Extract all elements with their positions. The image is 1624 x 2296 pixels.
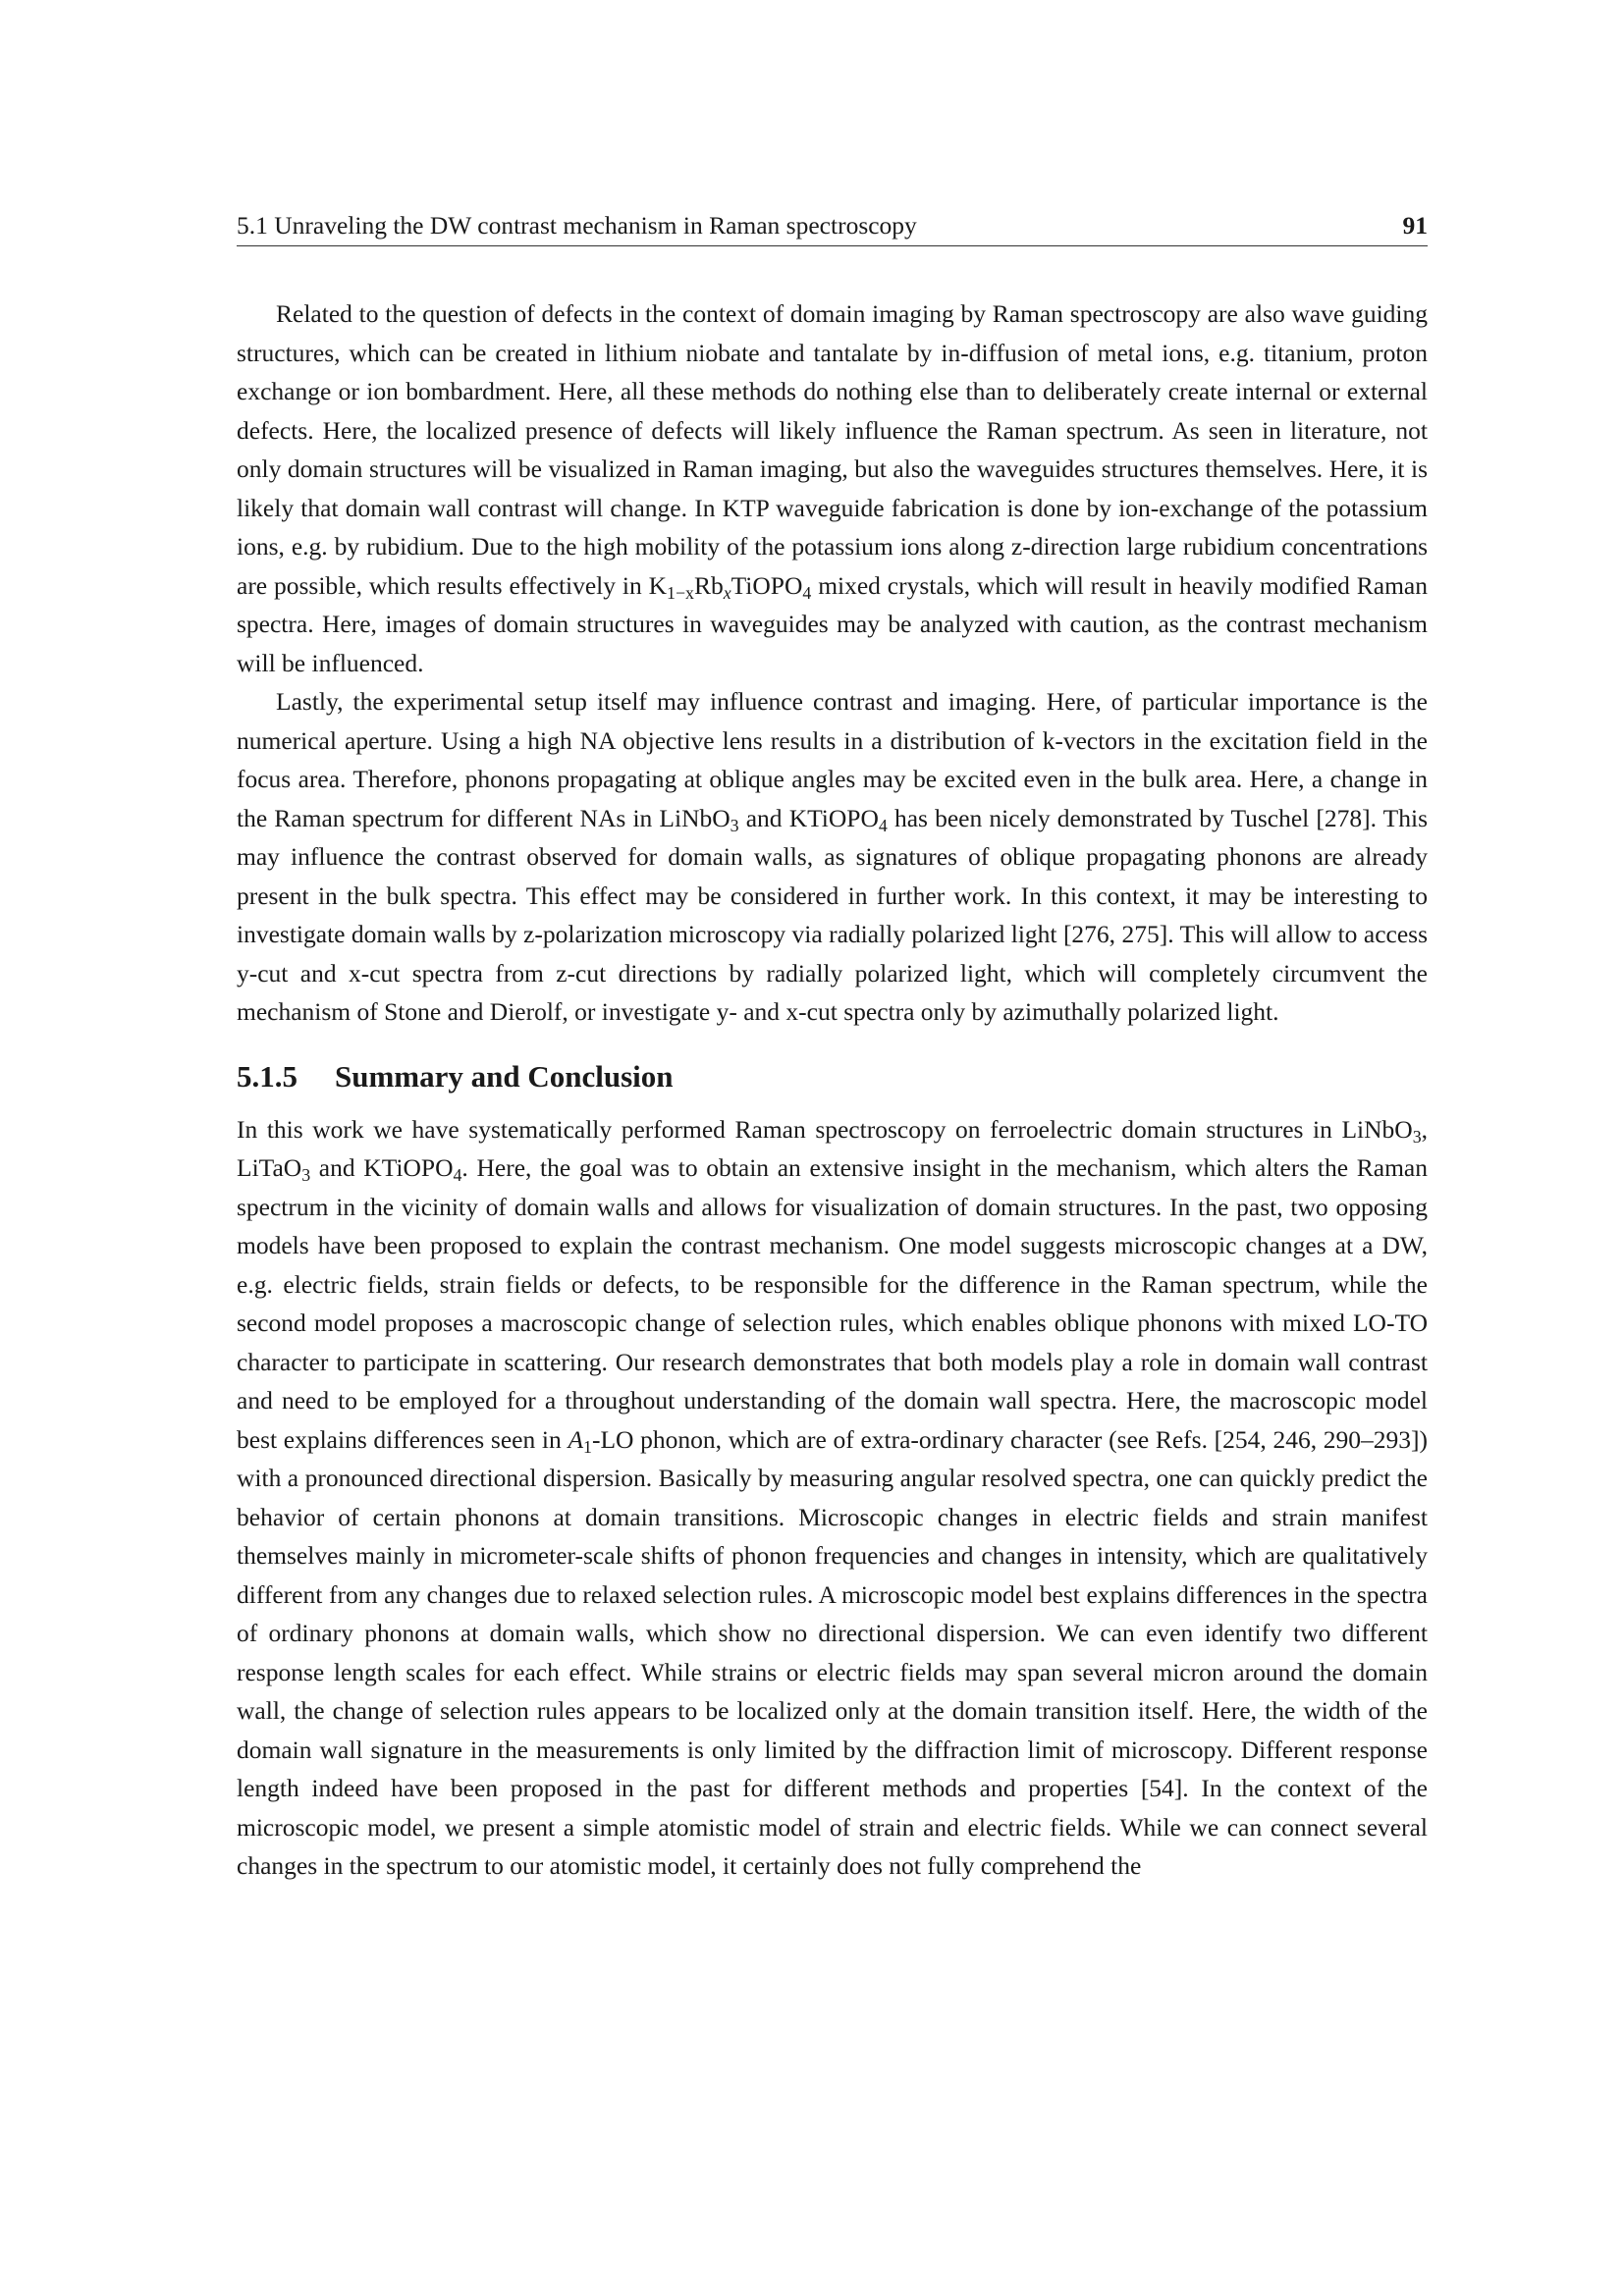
symbol-a1: $A_1$ [568, 1424, 592, 1457]
formula-litao3: LiTaO$_3$ [237, 1153, 311, 1185]
section-number: 5.1.5 [237, 1058, 298, 1094]
formula-ktiopo4: KTiOPO$_4$ [788, 803, 888, 835]
running-header [237, 210, 1428, 246]
formula-linbo3: LiNbO$_3$ [1341, 1114, 1422, 1147]
paragraph-experimental-setup: Lastly, the experimental setup itself may influence contrast and imaging. Here, of particular importance is the numerical aperture. Using a high NA objective lens results in a distribution of k-vectors in the excitation field in the focus area. Therefore, phonons propagating at oblique angles may be excited even in the bulk area. Here, a change in the Raman spectrum for different NAs in LiNbO$_3$ and KTiOPO$_4$ has been nicely demonstrated by Tuschel [278]. This may influence the contrast observed for domain walls, as signatures of oblique propagating phonons are already present in the bulk spectra. This effect may be considered in further work. In this context, it may be interesting to investigate domain walls by z-polarization microscopy via radially polarized light [276, 275]. This will allow to access y-cut and x-cut spectra from z-cut directions by radially polarized light, which will completely circumvent the mechanism of Stone and Dierolf, or investigate y- and x-cut spectra only by azimuthally polarized light. [237, 687, 1429, 1026]
page-number: 91 [1402, 211, 1428, 240]
formula-krbtiopo4: $K_{1-x}Rb_xTiOPO_4$ [648, 570, 812, 603]
section-title: Summary and Conclusion [335, 1058, 674, 1094]
main-text [237, 294, 1428, 1886]
formula-linbo3: LiNbO$_3$ [659, 803, 739, 835]
paragraph-waveguides: Related to the question of defects in the context of domain imaging by Raman spectroscopy are also wave guiding structures, which can be created in lithium niobate and tantalate by in-diffusion of metal ions, e.g. titanium, proton exchange or ion bombardment. Here, all these methods do nothing else than to deliberately create internal or external defects. Here, the localized presence of defects will likely influence the Raman spectrum. As seen in literature, not only domain structures will be visualized in Raman imaging, but also the waveguides structures themselves. Here, it is likely that domain wall contrast will change. In KTP waveguide fabrication is done by ion-exchange of the potassium ions, e.g. by rubidium. Due to the high mobility of the potassium ions along z-direction large rubidium concentrations are possible, which results effectively in $K_{1-x}Rb_xTiOPO_4$ mixed crystals, which will result in heavily modified Raman spectra. Here, images of domain structures in waveguides may be analyzed with caution, as the contrast mechanism will be influenced. [237, 299, 1428, 677]
paragraph-summary: In this work we have systematically performed Raman spectroscopy on ferroelectric domain structures in LiNbO$_3$, LiTaO$_3$ and KTiOPO$_4$. Here, the goal was to obtain an extensive insight in the mechanism, which alters the Raman spectrum in the vicinity of domain walls and allows for visualization of domain structures. In the past, two opposing models have been proposed to explain the contrast mechanism. One model suggests microscopic changes at a DW, e.g. electric fields, strain fields or defects, to be responsible for the difference in the Raman spectrum, while the second model proposes a macroscopic change of selection rules, which enables oblique phonons with mixed LO-TO character to participate in scattering. Our research demonstrates that both models play a role in domain wall contrast and need to be employed for a throughout understanding of the domain wall spectra. Here, the macroscopic model best explains differences seen in $A_1-LO$ phonon, which are of extra-ordinary character (see Refs. [254, 246, 290–293]) with a pronounced directional dispersion. Basically by measuring angular resolved spectra, one can quickly predict the behavior of certain phonons at domain transitions. Microscopic changes in electric fields and strain manifest themselves mainly in micrometer-scale shifts of phonon frequencies and changes in intensity, which are qualitatively different from any changes due to relaxed selection rules. A microscopic model best explains differences in the spectra of ordinary phonons at domain walls, which show no directional dispersion. We can even identify two different response length scales for each effect. While strains or electric fields may span several micron around the domain wall, the change of selection rules appears to be localized only at the domain transition itself. Here, the width of the domain wall signature in the measurements is only limited by the diffraction limit of microscopy. Different response length indeed have been proposed in the past for different methods and properties [54]. In the context of the microscopic model, we present a simple atomistic model of strain and electric fields. While we can connect several changes in the spectrum to our atomistic model, it certainly does not fully comprehend the [237, 1114, 1428, 1880]
section-heading [237, 1057, 1428, 1096]
formula-ktiopo4: KTiOPO$_4$ [363, 1153, 462, 1185]
header-section-title: 5.1 Unraveling the DW contrast mechanism in Raman spectroscopy [237, 211, 917, 240]
